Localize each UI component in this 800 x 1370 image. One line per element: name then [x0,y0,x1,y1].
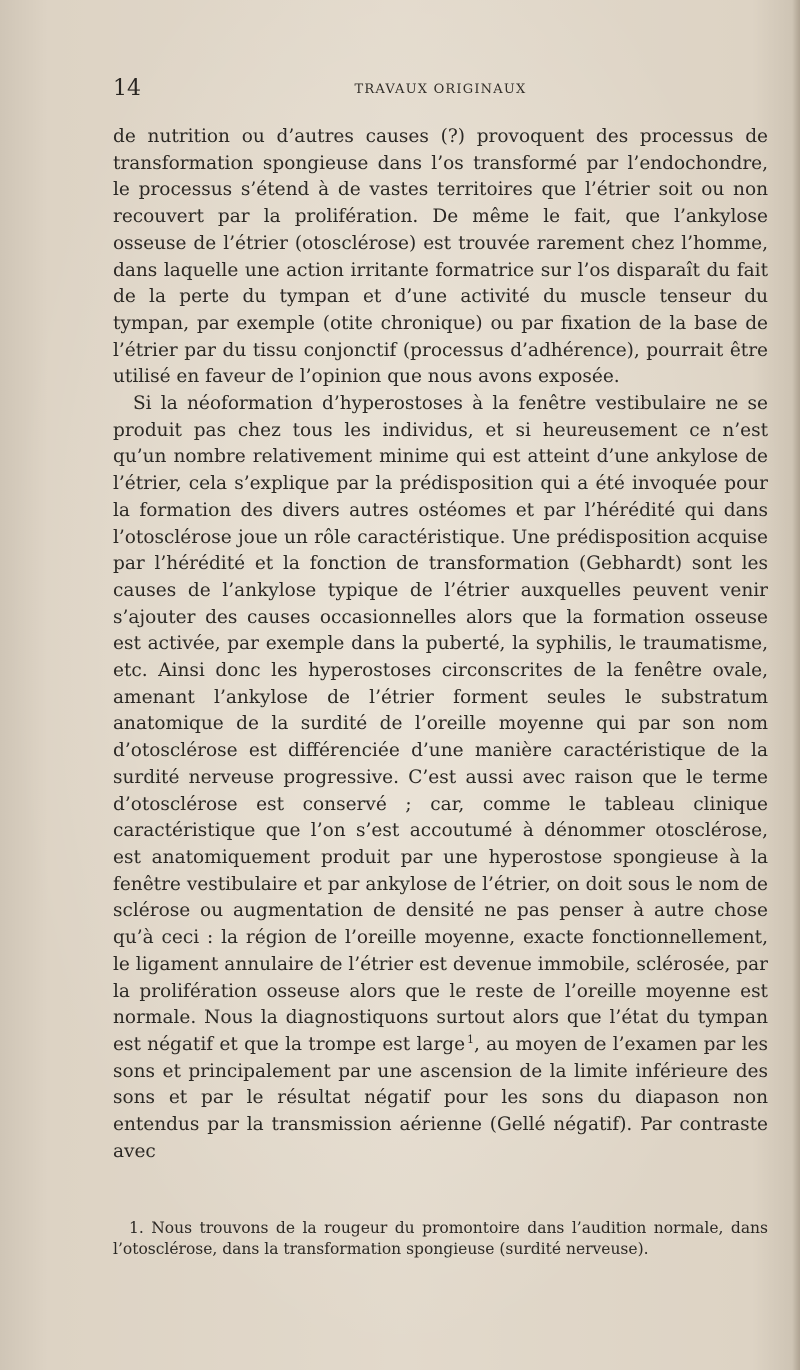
footnote-text: Nous trouvons de la rougeur du promontoire dans l’audition normale, dans l’otosclérose, dans la transformation spongieuse (surdité nerveuse). [113,1219,768,1258]
paragraph-1: de nutrition ou d’autres causes (?) provoquent des processus de transformation spongieuse dans l’os transformé par l’endochondre, le processus s’étend à de vastes territoires que l’étrier soit ou non recouvert par la prolifération. De même le fait, que l’ankylose osseuse de l’étrier (otosclérose) est trouvée rarement chez l’homme, dans laquelle une action irritante formatrice sur l’os disparaît du fait de la perte du tympan et d’une activité du muscle tenseur du tympan, par exemple (otite chronique) ou par fixation de la base de l’étrier par du tissu conjonctif (processus d’adhérence), pourrait être utilisé en faveur de l’opinion que nous avons exposée. [113,126,768,388]
page-number: 14 [113,76,141,101]
page-header [113,76,768,102]
paragraph-2-part-2: , au moyen de l’examen par les sons et principalement par une ascension de la limite inférieure des sons et par le résultat négatif pour les sons du diapason non entendus par la transmission aérienne (Gellé négatif). Par contraste avec [113,1033,768,1162]
paragraph-2-part-1: Si la néoformation d’hyperostoses à la fenêtre vestibulaire ne se produit pas chez tous les individus, et si heureusement ce n’est qu’un nombre relativement minime qui est atteint d’une ankylose de l’étrier, cela s’explique par la prédisposition qui a été invoquée pour la formation des divers autres ostéomes et par l’hérédité qui dans l’otosclérose joue un rôle caractéristique. Une prédisposition acquise par l’hérédité et la fonction de transformation (Gebhardt) sont les causes de l’ankylose typique de l’étrier auxquelles peuvent venir s’ajouter des causes occasionnelles alors que la formation osseuse est activée, par exemple dans la puberté, la syphilis, le traumatisme, etc. Ainsi donc les hyperostoses circonscrites de la fenêtre ovale, amenant l’ankylose de l’étrier forment seules le substratum anatomique de la surdité de l’oreille moyenne qui par son nom d’otosclérose est différenciée d’une manière caractéristique de la surdité nerveuse progressive. C’est aussi avec raison que le terme d’otosclérose est conservé ; car, comme le tableau clinique caractéristique que l’on s’est accoutumé à dénommer otosclérose, est anatomiquement produit par une hyperostose spongieuse à la fenêtre vestibulaire et par ankylose de l’étrier, on doit sous le nom de sclérose ou augmentation de densité ne pas penser à autre chose qu’à ceci : la région de l’oreille moyenne, exacte fonctionnellement, le ligament annulaire de l’étrier est devenue immobile, sclérosée, par la prolifération osseuse alors que le reste de l’oreille moyenne est normale. Nous la diagnostiquons surtout alors que l’état du tympan est négatif et que la trompe est large [113,393,768,1055]
footnote [113,1218,768,1260]
footnote-number: 1. [129,1219,144,1237]
main-text [113,124,768,1165]
paragraph-2 [113,391,768,1165]
footnote-reference: 1 [466,1032,474,1046]
running-head: TRAVAUX ORIGINAUX [354,82,527,97]
page-edge-shadow [792,0,800,1370]
